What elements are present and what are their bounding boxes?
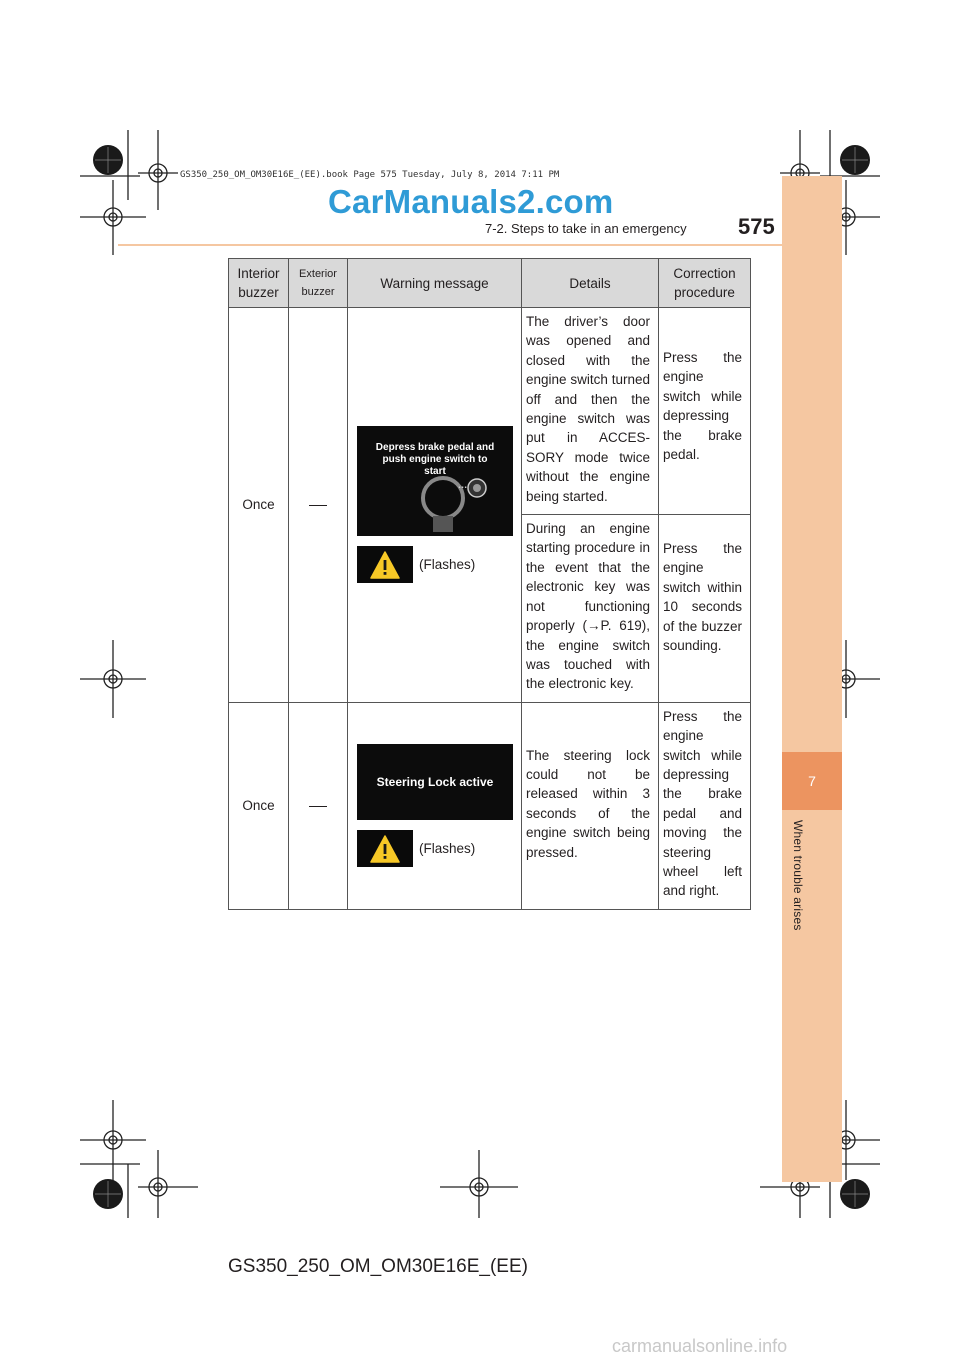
column-header-correction: Correction procedure bbox=[659, 259, 751, 308]
correction-cell: Press the engine switch within 10 seconds of the buzzer sounding. bbox=[659, 515, 751, 703]
exterior-buzzer-cell bbox=[289, 308, 348, 703]
table-header-row bbox=[229, 259, 751, 308]
page-number: 575 bbox=[738, 214, 775, 239]
document-code: GS350_250_OM_OM30E16E_(EE) bbox=[228, 1256, 528, 1277]
details-cell: The driver’s door was opened and closed with the engine switch turned off and then the engine switch was put in ACCES-SORY mode twice without the engine being started. bbox=[522, 308, 659, 515]
crosshair-icon bbox=[138, 1150, 198, 1218]
column-header-interior-buzzer: Interior buzzer bbox=[229, 259, 289, 308]
flashes-label: (Flashes) bbox=[419, 841, 476, 857]
warning-table bbox=[228, 258, 751, 910]
details-cell: The steering lock could not be released within 3 seconds of the engine switch being pressed. bbox=[522, 702, 659, 909]
chapter-number-tab: 7 bbox=[782, 752, 842, 810]
table-row bbox=[229, 308, 751, 515]
warning-triangle-icon bbox=[357, 546, 413, 583]
warning-message-cell bbox=[348, 308, 522, 703]
display-screen bbox=[357, 426, 513, 536]
dash-mark bbox=[309, 505, 327, 506]
column-header-exterior-buzzer: Exterior buzzer bbox=[289, 259, 348, 308]
side-tab-strip bbox=[782, 176, 842, 1182]
column-header-details: Details bbox=[522, 259, 659, 308]
watermark-logo: CarManuals2.com bbox=[328, 183, 614, 220]
column-header-warning-message: Warning message bbox=[348, 259, 522, 308]
warning-triangle-icon bbox=[357, 830, 413, 867]
crosshair-icon bbox=[80, 1100, 146, 1180]
interior-buzzer-cell: Once bbox=[229, 308, 289, 703]
crosshair-icon bbox=[440, 1150, 518, 1218]
crosshair-icon bbox=[138, 130, 178, 210]
flashes-label: (Flashes) bbox=[419, 557, 476, 573]
table-row bbox=[229, 702, 751, 909]
correction-cell: Press the engine switch while depressing the brake pedal. bbox=[659, 308, 751, 515]
details-cell: During an engine starting procedure in the event that the electronic key was not functioning properly (→P. 619), the engine switch was touched with the electronic key. bbox=[522, 515, 659, 703]
section-title: 7-2. Steps to take in an emergency bbox=[485, 221, 687, 236]
exterior-buzzer-cell bbox=[289, 702, 348, 909]
svg-text:···: ··· bbox=[458, 483, 468, 493]
steering-wheel-icon bbox=[357, 426, 513, 536]
screen-message: Depress brake pedal and push engine switch to start bbox=[375, 442, 495, 478]
dash-mark bbox=[309, 806, 327, 807]
warning-message-cell bbox=[348, 702, 522, 909]
header-rule bbox=[118, 244, 782, 246]
crosshair-icon bbox=[80, 640, 146, 718]
display-screen: Steering Lock active bbox=[357, 744, 513, 820]
file-stamp: GS350_250_OM_OM30E16E_(EE).book Page 575 Tuesday, July 8, 2014 7:11 PM bbox=[180, 170, 560, 180]
chapter-title-vertical: When trouble arises bbox=[791, 820, 805, 931]
correction-cell: Press the engine switch while depressing the brake pedal and moving the steering wheel left and right. bbox=[659, 702, 751, 909]
interior-buzzer-cell: Once bbox=[229, 702, 289, 909]
watermark-footer: carmanualsonline.info bbox=[612, 1336, 788, 1356]
